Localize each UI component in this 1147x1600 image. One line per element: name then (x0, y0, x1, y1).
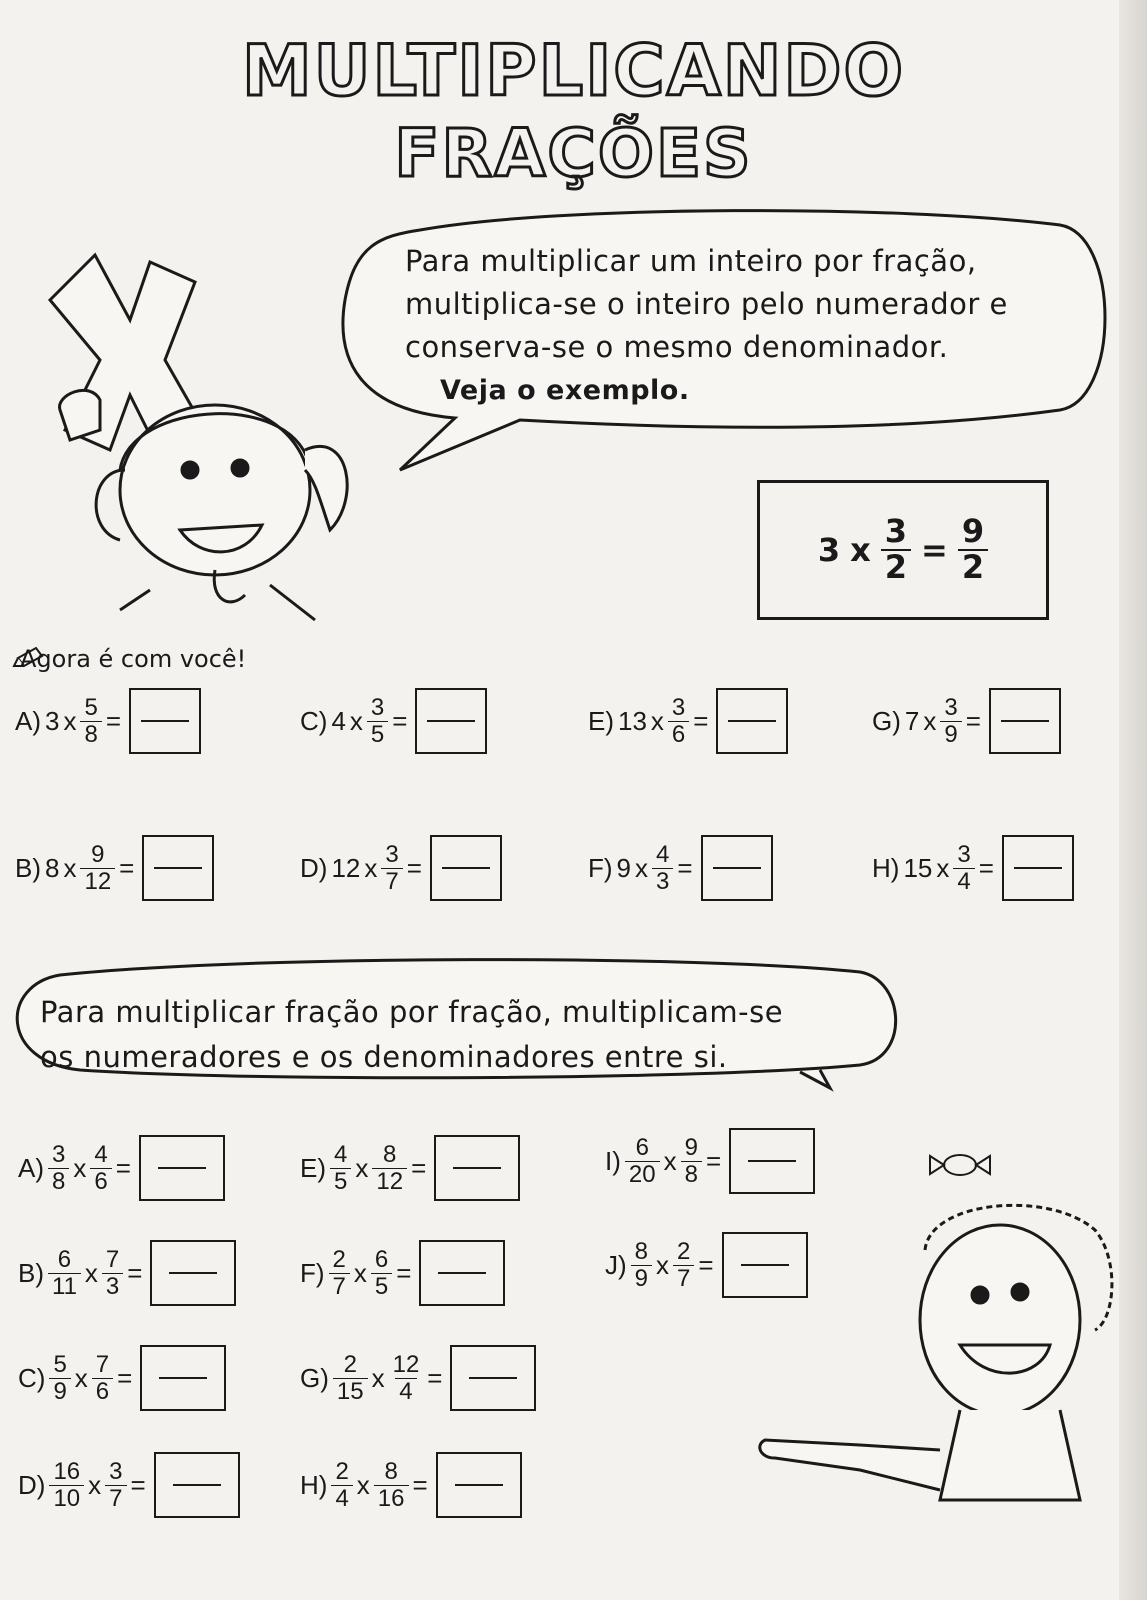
fraction-line (469, 1377, 517, 1379)
fraction-line (748, 1160, 796, 1162)
denominator: 20 (625, 1161, 660, 1187)
fraction (102, 1247, 123, 1298)
fraction (80, 842, 115, 893)
item-label: E) (300, 1152, 326, 1183)
denominator: 2 (958, 549, 988, 585)
numerator: 3 (884, 512, 908, 551)
fraction-line (1014, 867, 1062, 869)
whole-number: 8 (45, 852, 60, 883)
fraction (80, 695, 101, 746)
fraction-line (158, 1167, 206, 1169)
fraction (49, 1459, 84, 1510)
item-label: A) (15, 705, 41, 736)
title-line-2: FRAÇÕES (394, 115, 753, 192)
equals-symbol: = (119, 852, 135, 883)
answer-box[interactable] (139, 1135, 225, 1201)
numerator: 7 (105, 1246, 120, 1274)
numerator: 3 (385, 841, 399, 869)
numerator: 16 (53, 1458, 81, 1486)
whole-number: 9 (616, 852, 632, 883)
equals-symbol: = (965, 705, 981, 736)
candy-icon (930, 1155, 990, 1175)
fraction-line (427, 720, 475, 722)
fraction (673, 1239, 694, 1290)
fraction (49, 1352, 70, 1403)
item-label: F) (588, 852, 613, 883)
item-label: D) (300, 852, 328, 883)
equals-symbol: = (127, 1257, 143, 1288)
answer-box[interactable] (430, 835, 502, 901)
denominator: 8 (48, 1168, 69, 1194)
numerator: 3 (109, 1458, 123, 1486)
item-label: F) (300, 1257, 325, 1288)
exercise-item (300, 1135, 520, 1201)
denominator: 12 (372, 1168, 407, 1194)
times-symbol: x (73, 1152, 87, 1183)
denominator: 4 (331, 1485, 352, 1511)
item-label: G) (872, 705, 901, 736)
equals-symbol: = (698, 1249, 714, 1280)
denominator: 7 (329, 1273, 350, 1299)
rule-bubble-2-text (40, 990, 900, 1080)
numerator: 9 (684, 1134, 698, 1162)
fraction-line (1001, 720, 1049, 722)
fraction (331, 1459, 352, 1510)
numerator: 5 (53, 1351, 67, 1379)
fraction (668, 695, 689, 746)
denominator: 7 (673, 1265, 694, 1291)
fraction (330, 1142, 351, 1193)
equals-symbol: = (406, 852, 422, 883)
answer-box[interactable] (140, 1345, 226, 1411)
answer-box[interactable] (436, 1452, 522, 1518)
times-symbol: x (650, 705, 664, 736)
denominator: 4 (953, 868, 974, 894)
fraction (652, 842, 673, 893)
numerator: 2 (332, 1246, 346, 1274)
example-whole: 3 (817, 531, 841, 569)
fraction-line (438, 1272, 486, 1274)
answer-box[interactable] (1002, 835, 1074, 901)
whole-number: 15 (903, 852, 933, 883)
numerator: 8 (634, 1238, 649, 1266)
equals-symbol: = (412, 1469, 428, 1500)
equals-symbol: = (978, 852, 994, 883)
numerator: 4 (334, 1141, 348, 1169)
fraction-line (455, 1484, 503, 1486)
answer-box[interactable] (434, 1135, 520, 1201)
title-line-1: MULTIPLICANDO (241, 30, 905, 112)
numerator: 2 (343, 1351, 357, 1379)
answer-box[interactable] (722, 1232, 808, 1298)
fraction (105, 1459, 126, 1510)
fraction (940, 695, 961, 746)
exercise-item (18, 1345, 226, 1411)
prompt-text: Agora é com você! (20, 645, 247, 673)
fraction (681, 1135, 702, 1186)
fraction (367, 695, 388, 746)
answer-box[interactable] (129, 688, 201, 754)
denominator: 6 (92, 1378, 113, 1404)
times-symbol: x (63, 852, 77, 883)
exercise-item (18, 1452, 240, 1518)
fraction (92, 1352, 113, 1403)
exercise-item (18, 1240, 236, 1306)
fraction-line (442, 867, 490, 869)
equals-symbol: = (115, 1152, 131, 1183)
equals-symbol: = (411, 1152, 427, 1183)
boy-character (760, 1205, 1112, 1500)
exercise-item (605, 1128, 815, 1194)
equals-symbol: = (921, 531, 948, 569)
numerator: 6 (57, 1246, 72, 1274)
fraction-line (159, 1377, 207, 1379)
equals-symbol: = (427, 1362, 443, 1393)
denominator: 3 (102, 1273, 123, 1299)
exercise-item (300, 1240, 505, 1306)
times-symbol: x (923, 705, 937, 736)
fraction (48, 1142, 69, 1193)
answer-box[interactable] (716, 688, 788, 754)
answer-box[interactable] (450, 1345, 536, 1411)
numerator: 3 (671, 694, 686, 722)
example-label: Veja o exemplo. (440, 375, 690, 406)
fraction (389, 1352, 424, 1403)
item-label: C) (300, 705, 328, 736)
denominator: 16 (374, 1485, 409, 1511)
answer-box[interactable] (729, 1128, 815, 1194)
fraction-line (173, 1484, 221, 1486)
fraction (371, 1247, 392, 1298)
times-symbol: x (656, 1249, 670, 1280)
answer-box[interactable] (415, 688, 487, 754)
times-symbol: x (663, 1145, 677, 1176)
fraction (329, 1247, 350, 1298)
denominator: 8 (681, 1161, 702, 1187)
item-label: C) (18, 1362, 46, 1393)
numerator: 2 (335, 1458, 349, 1486)
answer-box[interactable] (419, 1240, 505, 1306)
times-symbol: x (356, 1469, 370, 1500)
item-label: E) (588, 705, 614, 736)
denominator: 9 (49, 1378, 70, 1404)
exercise-item (15, 688, 201, 754)
fraction (625, 1135, 660, 1186)
fraction-line (154, 867, 202, 869)
fraction (90, 1142, 111, 1193)
denominator: 9 (940, 721, 961, 747)
times-symbol: x (63, 705, 77, 736)
example-box (757, 480, 1049, 620)
fraction (333, 1352, 368, 1403)
item-label: B) (18, 1257, 44, 1288)
numerator: 3 (944, 694, 958, 722)
times-symbol: x (371, 1362, 385, 1393)
exercise-item (300, 835, 502, 901)
item-label: B) (15, 852, 41, 883)
numerator: 2 (677, 1238, 691, 1266)
times-symbol: x (349, 705, 363, 736)
rule-line: Para multiplicar um inteiro por fração, (405, 244, 977, 278)
answer-box[interactable] (154, 1452, 240, 1518)
numerator: 6 (635, 1134, 649, 1162)
fraction (374, 1459, 409, 1510)
item-label: I) (605, 1145, 621, 1176)
example-fraction (881, 512, 911, 586)
numerator: 3 (52, 1141, 66, 1169)
numerator: 7 (95, 1351, 110, 1379)
numerator: 6 (374, 1246, 389, 1274)
denominator: 5 (367, 721, 388, 747)
numerator: 9 (961, 512, 985, 551)
answer-box[interactable] (142, 835, 214, 901)
times-symbol: x (635, 852, 649, 883)
whole-number: 4 (331, 705, 346, 736)
denominator: 9 (631, 1265, 652, 1291)
numerator: 4 (94, 1141, 108, 1169)
denominator: 12 (80, 868, 115, 894)
times-symbol: x (74, 1362, 88, 1393)
rule-line: Para multiplicar fração por fração, multiplicam-se (40, 995, 784, 1029)
denominator: 5 (371, 1273, 392, 1299)
rule-line: multiplica-se o inteiro pelo numerador e (405, 287, 1008, 321)
numerator: 3 (957, 841, 971, 869)
fraction (372, 1142, 407, 1193)
exercise-item (300, 1452, 522, 1518)
item-label: G) (300, 1362, 329, 1393)
denominator: 8 (80, 721, 101, 747)
equals-symbol: = (693, 705, 709, 736)
denominator: 4 (395, 1378, 416, 1404)
exercise-item (300, 688, 487, 754)
equals-symbol: = (130, 1469, 146, 1500)
whole-number: 7 (904, 705, 920, 736)
exercise-item (872, 688, 1061, 754)
denominator: 6 (90, 1168, 111, 1194)
numerator: 3 (370, 694, 385, 722)
numerator: 4 (656, 841, 670, 869)
item-label: A) (18, 1152, 44, 1183)
numerator: 8 (384, 1458, 398, 1486)
fraction-line (141, 720, 189, 722)
exercise-item (588, 835, 773, 901)
numerator: 12 (392, 1351, 420, 1379)
equals-symbol: = (396, 1257, 412, 1288)
answer-box[interactable] (701, 835, 773, 901)
rule-line: os numeradores e os denominadores entre si. (40, 1040, 728, 1074)
numerator: 9 (91, 841, 105, 869)
equals-symbol: = (392, 705, 408, 736)
denominator: 2 (881, 549, 911, 585)
instruction-prompt (20, 645, 246, 673)
denominator: 5 (330, 1168, 351, 1194)
exercise-item (872, 835, 1074, 901)
times-symbol: x (353, 1257, 367, 1288)
whole-number: 12 (331, 852, 361, 883)
rule-bubble-1-text (405, 240, 1095, 412)
fraction-line (453, 1167, 501, 1169)
equals-symbol: = (677, 852, 693, 883)
exercise-item (588, 688, 788, 754)
exercise-item (15, 835, 214, 901)
rule-line: conserva-se o mesmo denominador. (405, 330, 949, 364)
fraction (953, 842, 974, 893)
fraction (48, 1247, 81, 1298)
item-label: H) (872, 852, 900, 883)
whole-number: 13 (618, 705, 647, 736)
times-symbol: x (936, 852, 950, 883)
times-symbol: x (355, 1152, 369, 1183)
denominator: 10 (49, 1485, 84, 1511)
item-label: D) (18, 1469, 46, 1500)
fraction-line (741, 1264, 789, 1266)
example-result (958, 512, 988, 586)
denominator: 7 (381, 868, 402, 894)
item-label: H) (300, 1469, 328, 1500)
whole-number: 3 (45, 705, 60, 736)
equals-symbol: = (705, 1145, 722, 1176)
times-symbol: x (364, 852, 378, 883)
numerator: 8 (383, 1141, 397, 1169)
fraction-line (169, 1272, 217, 1274)
exercise-item (605, 1232, 808, 1298)
times-symbol: x (84, 1257, 98, 1288)
times-symbol: x (88, 1469, 102, 1500)
exercise-item (18, 1135, 225, 1201)
exercise-item (300, 1345, 536, 1411)
denominator: 6 (668, 721, 689, 747)
equals-symbol: = (105, 705, 122, 736)
fraction (381, 842, 402, 893)
times-symbol: x (850, 531, 871, 569)
denominator: 3 (652, 868, 673, 894)
numerator: 5 (84, 694, 98, 722)
equals-symbol: = (117, 1362, 133, 1393)
denominator: 15 (333, 1378, 368, 1404)
fraction (631, 1239, 652, 1290)
answer-box[interactable] (150, 1240, 236, 1306)
answer-box[interactable] (989, 688, 1061, 754)
fraction-line (728, 720, 776, 722)
item-label: J) (605, 1249, 627, 1280)
denominator: 7 (105, 1485, 126, 1511)
fraction-line (713, 867, 761, 869)
denominator: 11 (48, 1273, 81, 1299)
